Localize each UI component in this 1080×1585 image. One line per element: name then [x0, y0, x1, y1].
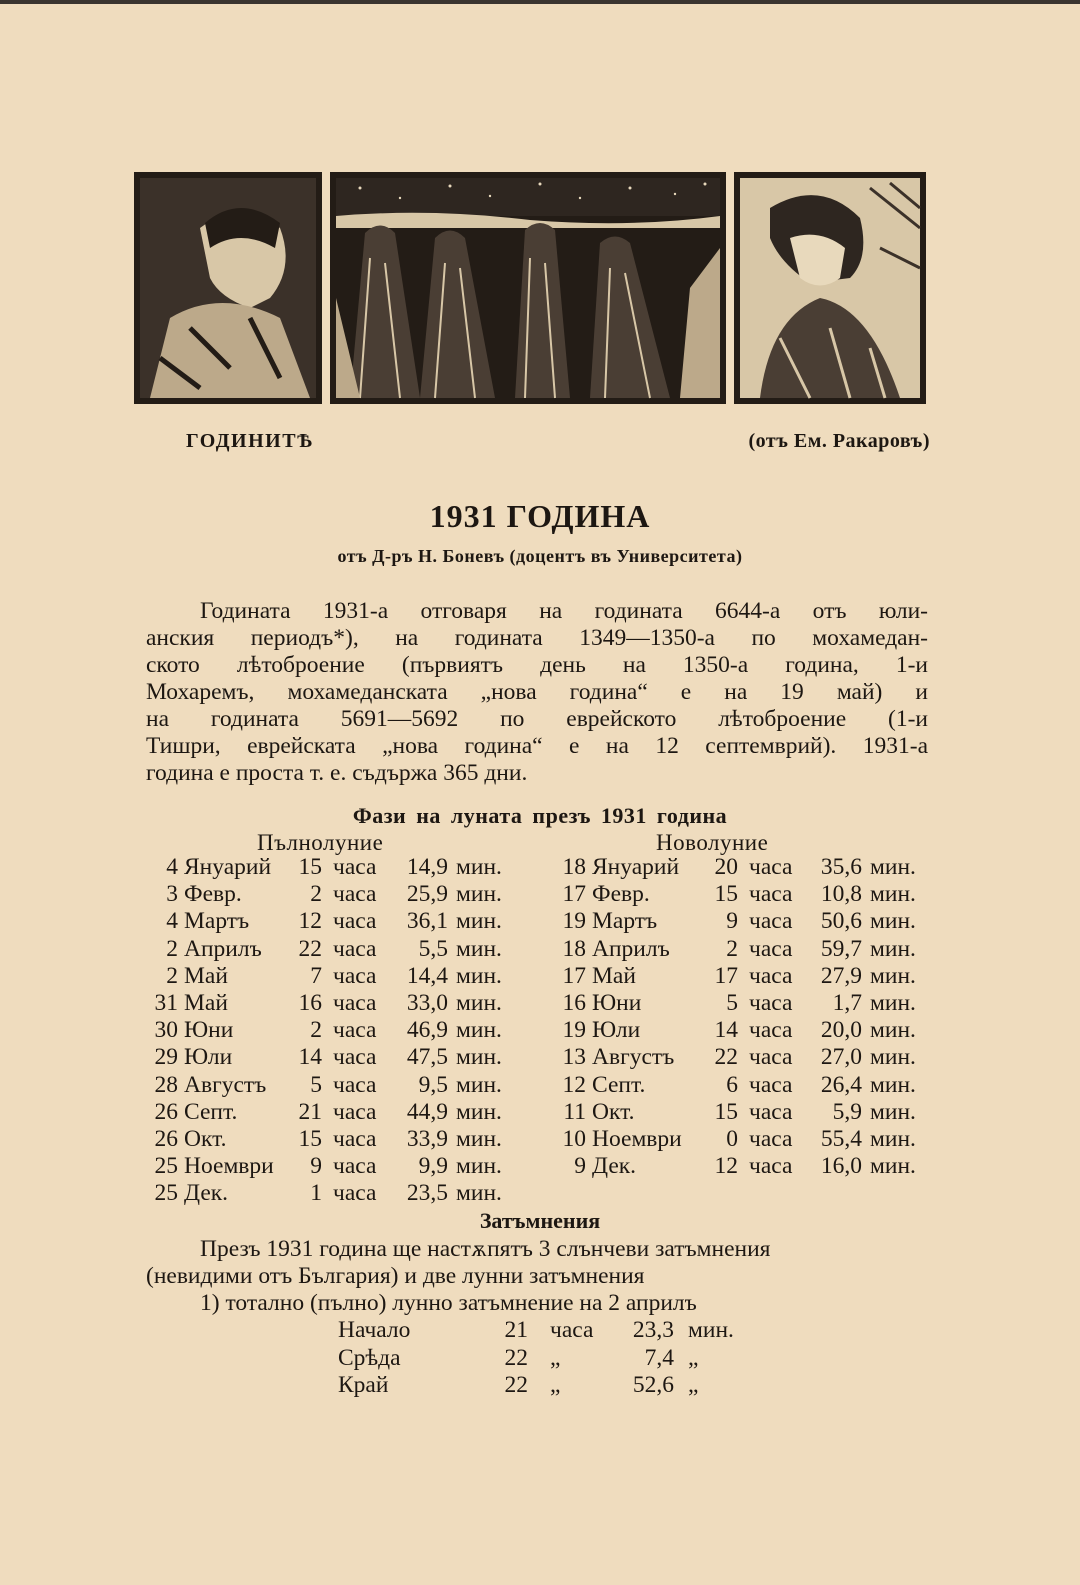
article-title: 1931 ГОДИНА [429, 498, 651, 534]
eclipse-minutes-unit: мин. [688, 1317, 734, 1343]
phase-minutes: 35,6 [820, 854, 862, 880]
phase-minutes-unit: мин. [870, 1153, 916, 1180]
illustration-caption-title: ГОДИНИТѢ [186, 430, 314, 452]
phase-month: Юни [184, 1017, 234, 1044]
phase-month: Септ. [592, 1071, 646, 1098]
eclipse-stage: Срѣда [338, 1344, 401, 1371]
phase-hour-unit: часа [333, 1180, 377, 1207]
phase-hour-unit: часа [333, 1071, 377, 1098]
illustration-caption-author: (отъ Ем. Ракаровъ) [748, 430, 930, 452]
new-moon-heading: Новолуние [656, 830, 769, 855]
phase-day: 2 [166, 962, 178, 989]
phase-month: Септ. [184, 1098, 238, 1125]
phase-minutes: 25,9 [406, 881, 448, 908]
phase-hour-unit: часа [749, 962, 793, 989]
phase-hour: 15 [714, 1098, 738, 1125]
phase-day: 18 [562, 935, 586, 962]
phase-minutes-unit: мин. [870, 854, 916, 880]
phase-day: 26 [154, 1098, 178, 1125]
phase-day: 29 [154, 1044, 178, 1071]
phase-hour: 12 [298, 908, 322, 935]
phase-hour-unit: часа [333, 881, 377, 908]
woodcut-image [130, 168, 930, 408]
eclipses-line: (невидими отъ България) и две лунни затъмнения [146, 1263, 645, 1289]
phase-hour-unit: часа [749, 1153, 793, 1180]
eclipse-minutes: 52,6 [632, 1372, 674, 1398]
intro-line: анския периодъ*), на годината 1349—1350-а по мохамедан- [146, 625, 928, 651]
phase-hour-unit: часа [333, 1017, 377, 1044]
phase-hour: 9 [726, 908, 738, 935]
eclipse-hour: 22 [504, 1372, 528, 1398]
phase-hour: 22 [714, 1044, 738, 1071]
phase-hour-unit: часа [749, 1071, 793, 1098]
phase-month: Ноември [592, 1125, 682, 1152]
intro-line: Тишри, еврейската „нова година“ е на 12 септемврий). 1931-а [146, 733, 928, 759]
phase-minutes-unit: мин. [456, 854, 502, 880]
phase-hour: 17 [714, 962, 738, 989]
phase-day: 4 [166, 854, 178, 880]
phase-minutes-unit: мин. [870, 908, 916, 935]
phase-minutes: 47,5 [406, 1044, 448, 1071]
phase-minutes: 36,1 [406, 908, 448, 935]
phase-minutes-unit: мин. [456, 1098, 502, 1125]
phase-hour: 14 [298, 1044, 322, 1071]
phase-hour: 21 [298, 1098, 322, 1125]
moon-phases-title: Фази на луната презъ 1931 година [352, 803, 728, 828]
phase-hour-unit: часа [749, 989, 793, 1016]
phase-hour-unit: часа [333, 1044, 377, 1071]
intro-paragraph [146, 598, 928, 787]
phase-month: Януарий [592, 854, 680, 880]
phase-hour-unit: часа [749, 881, 793, 908]
phase-minutes-unit: мин. [456, 1180, 502, 1207]
phase-hour-unit: часа [749, 1017, 793, 1044]
eclipses-line: 1) тотално (пълно) лунно затъмнение на 2 априлъ [200, 1290, 697, 1316]
phase-month: Августъ [184, 1071, 267, 1098]
phase-day: 17 [562, 962, 586, 989]
phase-day: 19 [562, 1017, 586, 1044]
phase-month: Априлъ [592, 935, 670, 962]
eclipse-hour-unit: „ [550, 1372, 561, 1398]
phase-day: 25 [154, 1153, 178, 1180]
phase-day: 12 [562, 1071, 586, 1098]
phase-month: Януарий [184, 854, 272, 880]
phase-day: 30 [154, 1017, 178, 1044]
phase-minutes: 50,6 [820, 908, 862, 935]
phase-month: Мартъ [184, 908, 250, 935]
phase-minutes: 14,9 [406, 854, 448, 880]
phase-hour: 5 [726, 989, 738, 1016]
phase-hour-unit: часа [333, 908, 377, 935]
phase-month: Мартъ [592, 908, 658, 935]
phase-month: Февр. [184, 881, 242, 908]
phase-day: 3 [166, 881, 178, 908]
phase-minutes: 9,9 [418, 1153, 448, 1180]
phase-minutes-unit: мин. [456, 1017, 502, 1044]
phase-hour: 2 [310, 881, 322, 908]
eclipses-title: Затъмнения [479, 1208, 601, 1233]
phase-hour: 16 [298, 989, 322, 1016]
phase-month: Юни [592, 989, 642, 1016]
phase-minutes: 10,8 [820, 881, 862, 908]
phase-minutes-unit: мин. [870, 1071, 916, 1098]
phase-hour: 6 [726, 1071, 738, 1098]
phase-day: 18 [562, 854, 586, 880]
phase-minutes-unit: мин. [870, 935, 916, 962]
intro-line: Годината 1931-а отговаря на годината 6644-а отъ юли- [200, 598, 928, 624]
phase-minutes: 27,9 [820, 962, 862, 989]
phase-minutes-unit: мин. [870, 1017, 916, 1044]
phase-day: 13 [562, 1044, 586, 1071]
phase-hour-unit: часа [333, 989, 377, 1016]
phase-hour-unit: часа [333, 1098, 377, 1125]
phase-hour-unit: часа [333, 962, 377, 989]
phase-minutes: 26,4 [820, 1071, 862, 1098]
phase-month: Февр. [592, 881, 650, 908]
phase-day: 4 [166, 908, 178, 935]
phase-hour-unit: часа [333, 1125, 377, 1152]
phase-day: 19 [562, 908, 586, 935]
phase-hour: 9 [310, 1153, 322, 1180]
eclipse-hour-unit: „ [550, 1344, 561, 1371]
phase-hour: 2 [310, 1017, 322, 1044]
phase-minutes: 5,9 [832, 1098, 862, 1125]
phase-hour: 15 [714, 881, 738, 908]
phase-month: Дек. [592, 1153, 637, 1180]
phase-minutes: 1,7 [832, 989, 862, 1016]
phase-month: Май [184, 989, 228, 1016]
phase-minutes-unit: мин. [870, 1044, 916, 1071]
phase-hour-unit: часа [749, 908, 793, 935]
eclipse-hour: 22 [504, 1344, 528, 1371]
phase-day: 11 [563, 1098, 586, 1125]
phase-day: 9 [574, 1153, 586, 1180]
phase-month: Май [184, 962, 228, 989]
phase-minutes-unit: мин. [870, 1125, 916, 1152]
phase-day: 25 [154, 1180, 178, 1207]
phase-hour: 14 [714, 1017, 738, 1044]
phase-minutes: 23,5 [406, 1180, 448, 1207]
phase-minutes: 59,7 [820, 935, 862, 962]
phase-month: Окт. [184, 1125, 227, 1152]
phase-minutes: 27,0 [820, 1044, 862, 1071]
phase-hour: 22 [298, 935, 322, 962]
phase-minutes: 46,9 [406, 1017, 448, 1044]
phase-day: 17 [562, 881, 586, 908]
phase-hour: 0 [726, 1125, 738, 1152]
eclipse-minutes: 7,4 [644, 1344, 674, 1371]
phase-month: Ноември [184, 1153, 274, 1180]
phase-month: Дек. [184, 1180, 229, 1207]
eclipse-hour-unit: часа [550, 1317, 594, 1343]
phase-minutes: 14,4 [406, 962, 448, 989]
eclipses-text [146, 1236, 928, 1317]
phase-month: Окт. [592, 1098, 635, 1125]
phase-hour: 15 [298, 854, 322, 880]
intro-line: година е проста т. е. съдържа 365 дни. [146, 760, 528, 786]
phase-minutes-unit: мин. [456, 935, 502, 962]
phase-hour-unit: часа [749, 1098, 793, 1125]
phase-hour: 2 [726, 935, 738, 962]
phase-day: 28 [154, 1071, 178, 1098]
phase-day: 26 [154, 1125, 178, 1152]
phase-minutes-unit: мин. [456, 908, 502, 935]
phase-minutes-unit: мин. [870, 989, 916, 1016]
intro-line: Мохаремъ, мохамеданската „нова година“ е на 19 май) и [146, 679, 928, 705]
phase-minutes-unit: мин. [456, 1071, 502, 1098]
phase-minutes-unit: мин. [456, 1125, 502, 1152]
phase-hour: 5 [310, 1071, 322, 1098]
phase-minutes-unit: мин. [870, 962, 916, 989]
phase-month: Май [592, 962, 636, 989]
phase-month: Априлъ [184, 935, 262, 962]
woodcut-engraving [130, 168, 930, 408]
phase-minutes: 16,0 [820, 1153, 862, 1180]
phase-month: Юли [184, 1044, 233, 1071]
phase-day: 10 [562, 1125, 586, 1152]
phase-hour-unit: часа [333, 935, 377, 962]
intro-line: ското лѣтоброение (първиятъ день на 1350-а година, 1-и [146, 652, 928, 678]
eclipse-minutes-unit: „ [688, 1372, 699, 1398]
phase-minutes-unit: мин. [870, 881, 916, 908]
phase-hour: 12 [714, 1153, 738, 1180]
full-moon-heading: Пълнолуние [257, 830, 384, 855]
eclipse-stage: Начало [338, 1317, 411, 1343]
phase-minutes-unit: мин. [456, 1044, 502, 1071]
phase-minutes: 44,9 [406, 1098, 448, 1125]
phase-minutes: 20,0 [820, 1017, 862, 1044]
phase-hour-unit: часа [749, 935, 793, 962]
phase-minutes-unit: мин. [456, 962, 502, 989]
phase-hour: 7 [310, 962, 322, 989]
phase-hour: 1 [310, 1180, 322, 1207]
phase-hour-unit: часа [749, 1044, 793, 1071]
phase-day: 31 [154, 989, 178, 1016]
phase-hour: 20 [714, 854, 738, 880]
phase-hour-unit: часа [333, 1153, 377, 1180]
phase-minutes: 33,0 [406, 989, 448, 1016]
phase-minutes: 9,5 [418, 1071, 448, 1098]
phase-day: 2 [166, 935, 178, 962]
phase-hour: 15 [298, 1125, 322, 1152]
article-author: отъ Д-ръ Н. Боневъ (доцентъ въ Университета) [337, 546, 743, 566]
phase-month: Юли [592, 1017, 641, 1044]
eclipse-hour: 21 [504, 1317, 528, 1343]
phase-minutes-unit: мин. [870, 1098, 916, 1125]
phase-hour-unit: часа [749, 854, 793, 880]
phase-minutes: 5,5 [418, 935, 448, 962]
page-top-edge [0, 0, 1080, 4]
phase-minutes: 33,9 [406, 1125, 448, 1152]
eclipse-minutes-unit: „ [688, 1344, 699, 1371]
eclipse-stage: Край [338, 1372, 389, 1398]
phase-minutes: 55,4 [820, 1125, 862, 1152]
phase-month: Августъ [592, 1044, 675, 1071]
phase-hour-unit: часа [333, 854, 377, 880]
eclipses-line: Презъ 1931 година ще настѫпятъ 3 слънчеви затъмнения [200, 1236, 771, 1262]
phase-hour-unit: часа [749, 1125, 793, 1152]
phase-day: 16 [562, 989, 586, 1016]
phase-minutes-unit: мин. [456, 1153, 502, 1180]
phase-minutes-unit: мин. [456, 881, 502, 908]
phase-minutes-unit: мин. [456, 989, 502, 1016]
intro-line: на годината 5691—5692 по еврейското лѣтоброение (1-и [146, 706, 928, 732]
eclipse-minutes: 23,3 [632, 1317, 674, 1343]
